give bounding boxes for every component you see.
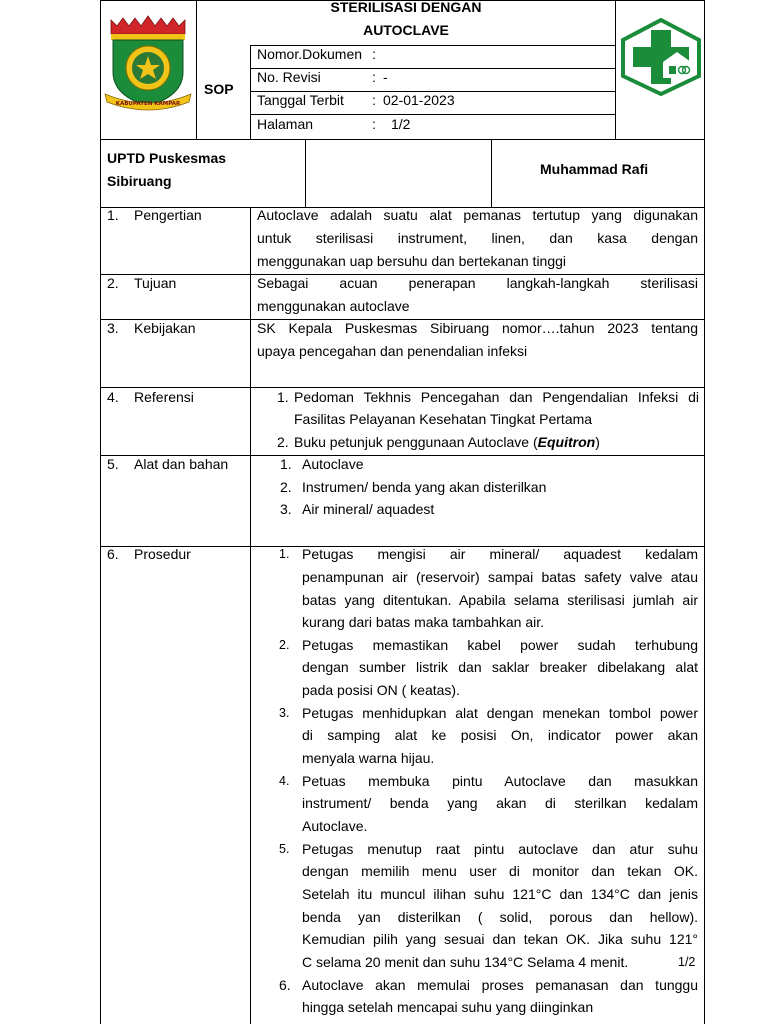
section-text-line: untuk sterilisasi instrument, linen, dan kasa dengan	[257, 230, 698, 246]
meta-sep-tanggal: :	[372, 92, 376, 108]
equipment-item: Instrumen/ benda yang akan disterilkan	[302, 479, 547, 495]
section-title: Pengertian	[134, 207, 202, 223]
meta-label-revisi: No. Revisi	[257, 69, 321, 85]
step-line: Autoclave akan memulai proses pemanasan dan tunggu	[302, 977, 698, 993]
step-line: Petugas memastikan kabel power sudah terhubung	[302, 637, 698, 653]
meta-label-tanggal: Tanggal Terbit	[257, 92, 344, 108]
meta-label-nomor: Nomor.Dokumen	[257, 46, 363, 62]
list-number: 1.	[280, 456, 292, 472]
step-line: C selama 20 menit dan suhu 134°C Selama 4 menit.	[302, 954, 629, 970]
step-line: Petuas membuka pintu Autoclave dan masukkan	[302, 773, 698, 789]
puskesmas-logo-icon	[619, 18, 703, 96]
page-marker: 1/2	[678, 955, 696, 969]
step-line: Kemudian pilih yang sesuai dan tekan OK. Jika suhu 121°	[302, 931, 698, 947]
step-line: kurang dari batas maka tambahkan air.	[302, 614, 545, 630]
document-title-line1: STERILISASI DENGAN	[330, 0, 482, 15]
section-number: 2.	[107, 275, 119, 291]
step-line: menyala warna hijau.	[302, 750, 435, 766]
section-number: 3.	[107, 320, 119, 336]
meta-label-halaman: Halaman	[257, 116, 314, 132]
signatory-name: Muhammad Rafi	[540, 161, 649, 177]
step-number: 2.	[279, 638, 290, 652]
section-text-line: upaya pencegahan dan penendalian infeksi	[257, 343, 528, 359]
section-number: 1.	[107, 207, 119, 223]
sop-label: SOP	[204, 81, 234, 97]
meta-sep-nomor: :	[372, 46, 376, 62]
document-title-line2: AUTOCLAVE	[363, 22, 449, 38]
section-number: 4.	[107, 389, 119, 405]
section-number: 6.	[107, 546, 119, 562]
reference-brand: Equitron	[537, 434, 596, 450]
section-text-line: Sebagai acuan penerapan langkah-langkah sterilisasi	[257, 275, 698, 291]
step-line: penampunan air (reservoir) sampai batas safety valve atau	[302, 569, 698, 585]
list-number: 3.	[280, 501, 292, 517]
reference-line: Pedoman Tekhnis Pencegahan dan Pengendalian Infeksi di	[294, 389, 699, 405]
step-line: hingga setelah mencapai suhu yang diinginkan	[302, 999, 594, 1015]
section-title: Alat dan bahan	[134, 456, 229, 472]
meta-value-revisi: -	[383, 69, 388, 85]
step-line: batas yang ditentukan. Apabila selama sterilisasi jumlah air	[302, 592, 698, 608]
org-name-line1: UPTD Puskesmas	[107, 150, 227, 166]
step-line: dengan memilih menu user di monitor dan tekan OK.	[302, 863, 698, 879]
reference-text: Buku petunjuk penggunaan Autoclave (	[294, 434, 538, 450]
meta-sep-halaman: :	[372, 116, 376, 132]
step-line: di samping alat ke posisi On, indicator power akan	[302, 727, 698, 743]
meta-value-halaman: 1/2	[391, 116, 411, 132]
step-line: Petugas mengisi air mineral/ aquadest kedalam	[302, 546, 698, 562]
kabupaten-kampar-logo-icon	[103, 12, 193, 112]
step-line: Petugas menhidupkan alat dengan menekan tombol power	[302, 705, 698, 721]
step-number: 5.	[279, 842, 290, 856]
reference-line: Fasilitas Pelayanan Kesehatan Tingkat Pertama	[294, 411, 593, 427]
reference-line	[294, 431, 600, 454]
step-number: 3.	[279, 706, 290, 720]
step-line: dengan sumber listrik dan saklar breaker dibelakang alat	[302, 659, 698, 675]
list-number: 2.	[277, 434, 289, 450]
section-text-line: Autoclave adalah suatu alat pemanas tertutup yang digunakan	[257, 207, 698, 223]
step-line: Setelah itu muncul ilihan suhu 121°C dan 134°C dan jenis	[302, 886, 698, 902]
section-title: Referensi	[134, 389, 194, 405]
step-line: Autoclave.	[302, 818, 368, 834]
section-title: Prosedur	[134, 546, 191, 562]
org-name-line2: Sibiruang	[107, 173, 172, 189]
section-title: Tujuan	[134, 275, 177, 291]
list-number: 2.	[280, 479, 292, 495]
reference-text-end: )	[595, 434, 600, 450]
section-text-line: menggunakan autoclave	[257, 298, 410, 314]
step-line: pada posisi ON ( keatas).	[302, 682, 460, 698]
meta-value-tanggal: 02-01-2023	[383, 92, 455, 108]
step-line: benda yan disterilkan ( solid, porous dan hellow).	[302, 909, 698, 925]
step-number: 4.	[279, 774, 290, 788]
section-title: Kebijakan	[134, 320, 196, 336]
step-number: 6.	[279, 977, 291, 993]
step-number: 1.	[279, 547, 290, 561]
section-text-line: menggunakan uap bersuhu dan bertekanan tinggi	[257, 253, 567, 269]
equipment-item: Autoclave	[302, 456, 364, 472]
step-line: Petugas menutup raat pintu autoclave dan atur suhu	[302, 841, 698, 857]
meta-sep-revisi: :	[372, 69, 376, 85]
list-number: 1.	[277, 389, 289, 405]
section-number: 5.	[107, 456, 119, 472]
equipment-item: Air mineral/ aquadest	[302, 501, 435, 517]
section-text-line: SK Kepala Puskesmas Sibiruang nomor….tahun 2023 tentang	[257, 320, 698, 336]
step-line: instrument/ benda yang akan di sterilkan kedalam	[302, 795, 698, 811]
logo-caption: KABUPATEN KAMPAR	[115, 101, 181, 107]
